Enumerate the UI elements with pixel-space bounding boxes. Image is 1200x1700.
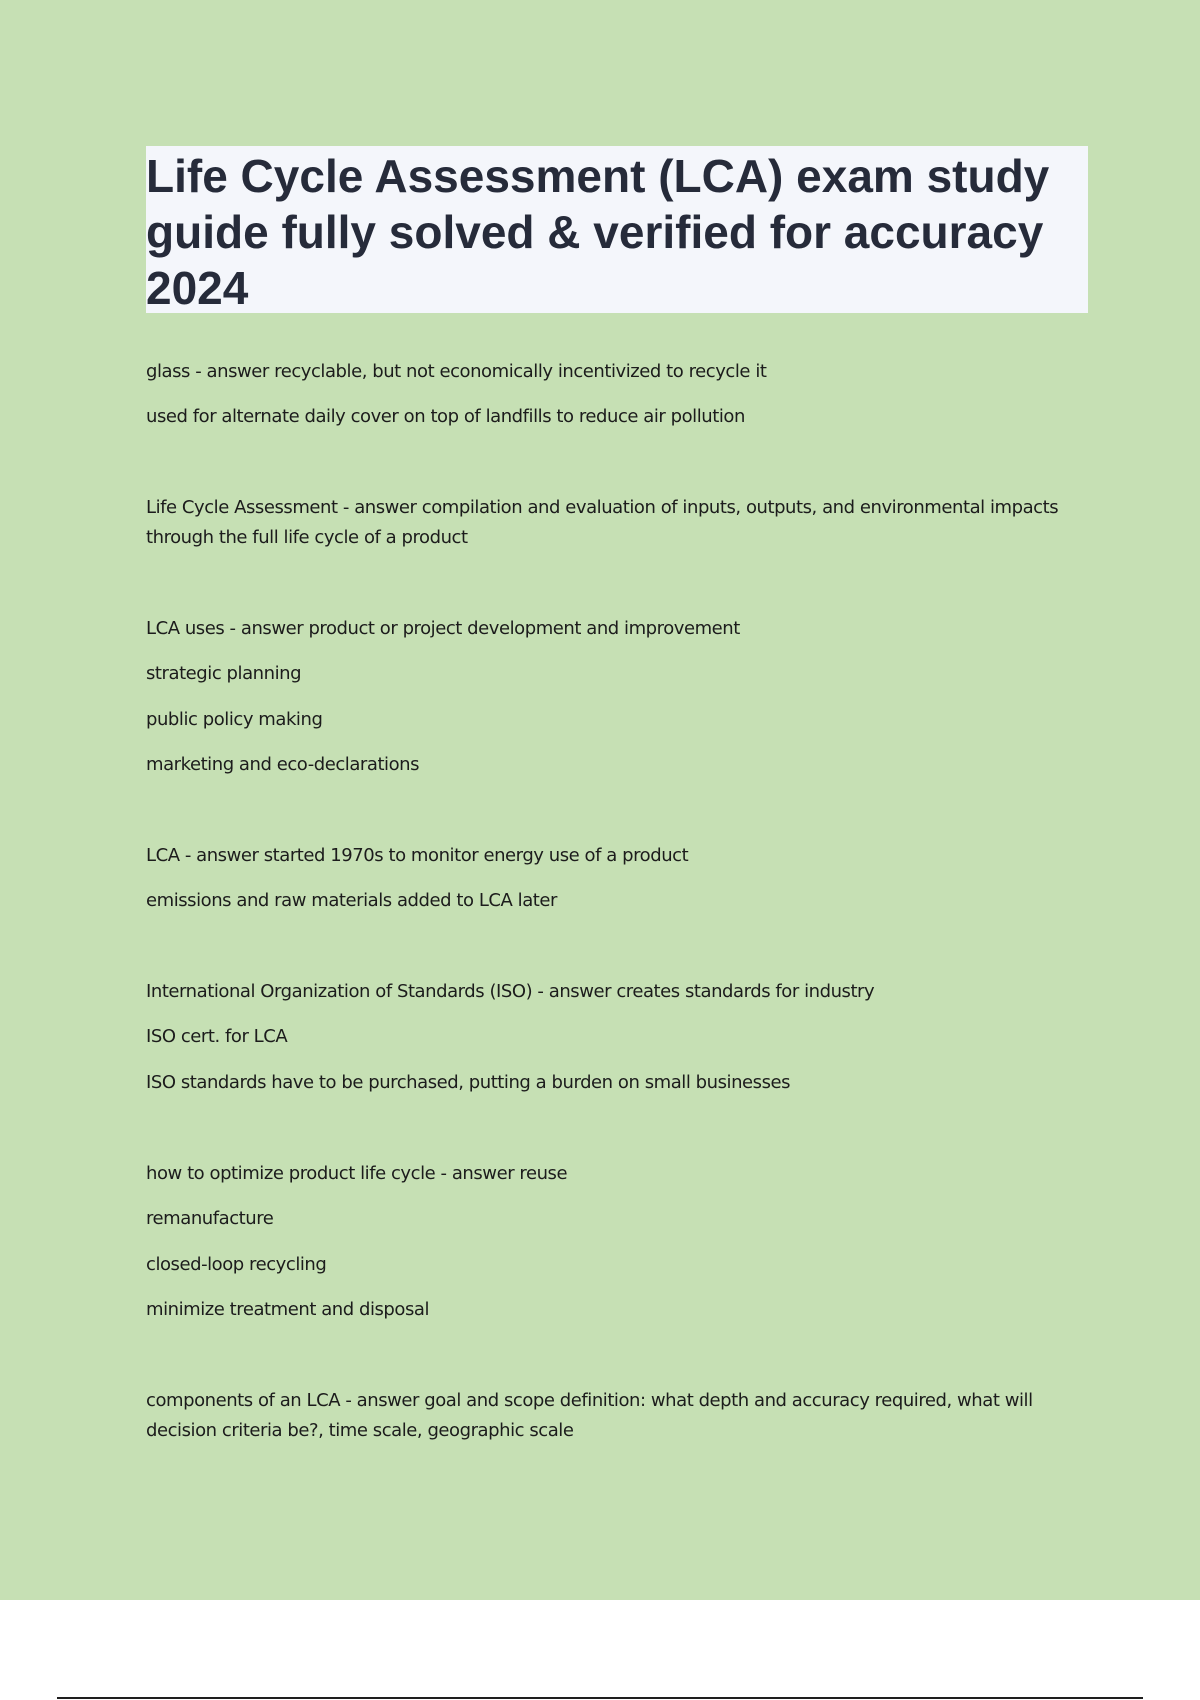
qa-line: ISO standards have to be purchased, putting a burden on small businesses: [146, 1072, 791, 1093]
qa-line: public policy making: [146, 709, 323, 730]
qa-line: emissions and raw materials added to LCA later: [146, 890, 557, 911]
qa-line: marketing and eco-declarations: [146, 754, 420, 775]
qa-line: glass - answer recyclable, but not economically incentivized to recycle it: [146, 361, 767, 382]
qa-line: used for alternate daily cover on top of landfills to reduce air pollution: [146, 406, 745, 427]
title-block: [146, 146, 1088, 313]
qa-line: components of an LCA - answer goal and scope definition: what depth and accuracy required, what will decision criteria be?, time scale, geographic scale: [146, 1390, 1033, 1441]
qa-line: LCA - answer started 1970s to monitor energy use of a product: [146, 845, 689, 866]
qa-line: LCA uses - answer product or project development and improvement: [146, 618, 740, 639]
qa-line: ISO cert. for LCA: [146, 1026, 288, 1047]
qa-line: strategic planning: [146, 663, 302, 684]
qa-line: how to optimize product life cycle - answer reuse: [146, 1163, 568, 1184]
qa-line: remanufacture: [146, 1208, 274, 1229]
qa-line: Life Cycle Assessment - answer compilation and evaluation of inputs, outputs, and environmental impacts through the full life cycle of a product: [146, 497, 1059, 548]
document-title: Life Cycle Assessment (LCA) exam study guide fully solved & verified for accuracy 2024: [146, 150, 1050, 314]
qa-line: International Organization of Standards (ISO) - answer creates standards for industry: [146, 981, 875, 1002]
qa-line: closed-loop recycling: [146, 1254, 327, 1275]
footer-divider: [57, 1697, 1143, 1699]
qa-line: minimize treatment and disposal: [146, 1299, 430, 1320]
